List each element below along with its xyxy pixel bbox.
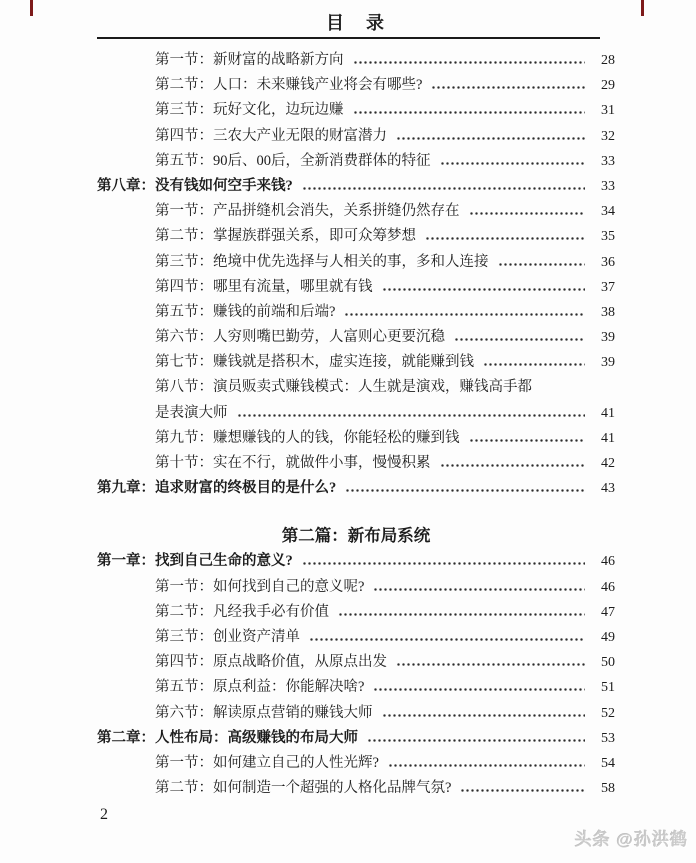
dot-leader <box>483 361 585 368</box>
toc-entry-label: 第四节：三农大产业无限的财富潜力 <box>155 127 387 144</box>
toc-entry <box>97 375 615 400</box>
dot-leader <box>431 84 585 91</box>
toc-entry-page: 28 <box>601 53 615 68</box>
toc-entry-page: 53 <box>601 730 615 746</box>
toc-entry-page: 47 <box>601 604 615 620</box>
toc-entry-page: 38 <box>601 304 615 320</box>
toc-entry-page: 41 <box>601 430 615 446</box>
toc-entry-label: 第一章：找到自己生命的意义? <box>97 553 293 570</box>
dot-leader <box>382 712 586 719</box>
dot-leader <box>367 737 585 744</box>
toc-entry <box>97 275 615 300</box>
toc-entry <box>97 98 615 123</box>
toc-entry <box>97 174 615 199</box>
dot-leader <box>338 611 585 618</box>
dot-leader <box>469 437 586 444</box>
toc-entry-label: 第五节：赚钱的前端和后端? <box>155 303 336 320</box>
toc-entry-page: 50 <box>601 655 615 671</box>
toc-entry-page: 46 <box>601 579 615 595</box>
red-corner-mark-left <box>30 0 33 16</box>
dot-leader <box>469 210 586 217</box>
toc-entry-label: 第二节：凡经我手必有价值 <box>155 603 329 620</box>
red-corner-mark-right <box>641 0 644 16</box>
dot-leader <box>440 160 586 167</box>
dot-leader <box>309 636 585 643</box>
toc-entry <box>97 149 615 174</box>
toc-entry-page: 33 <box>601 178 615 194</box>
dot-leader <box>353 109 586 116</box>
toc-entry-page: 49 <box>601 629 615 645</box>
toc-entry-page: 39 <box>601 330 615 346</box>
toc-entry-label: 第六节：解读原点营销的赚钱大师 <box>155 704 373 721</box>
toc-entry <box>97 751 615 776</box>
toc-entry-label: 第一节：如何找到自己的意义呢? <box>155 578 365 595</box>
toc-entry-page: 29 <box>601 78 615 94</box>
dot-leader <box>302 185 585 192</box>
toc-entry-label: 第四节：原点战略价值，从原点出发 <box>155 654 387 671</box>
toc-entry <box>97 124 615 149</box>
toc-entry <box>97 426 615 451</box>
toc-entry-page: 42 <box>601 456 615 471</box>
dot-leader <box>460 787 585 794</box>
toc-entry-label: 是表演大师 <box>155 404 228 421</box>
toc-entry-label: 第五节：90后、00后，全新消费群体的特征 <box>155 152 431 169</box>
toc-entry-page: 31 <box>601 103 615 119</box>
dot-leader <box>382 286 586 293</box>
dot-leader <box>353 59 586 66</box>
toc-entry-label: 第九节：赚想赚钱的人的钱，你能轻松的赚到钱 <box>155 429 460 446</box>
toc-content <box>97 12 615 801</box>
dot-leader <box>425 235 585 242</box>
toc-entry-page: 33 <box>601 153 615 169</box>
part-heading: 第二篇：新布局系统 <box>281 526 431 546</box>
toc-entry <box>97 300 615 325</box>
dot-leader <box>344 311 585 318</box>
toc-entry-page: 51 <box>601 680 615 696</box>
toc-entry <box>97 476 615 501</box>
toc-entry-page: 32 <box>601 128 615 144</box>
toc-entry-page: 52 <box>601 705 615 721</box>
dot-leader <box>454 336 585 343</box>
toc-entry-page: 37 <box>601 279 615 295</box>
toc-entry <box>97 726 615 751</box>
toc-entry-page: 35 <box>601 229 615 245</box>
toc-entry-page: 36 <box>601 254 615 270</box>
toc-entry-page: 43 <box>601 481 615 497</box>
toc-entry-label: 第二节：如何制造一个超强的人格化品牌气氛? <box>155 780 452 797</box>
toc-entry-page: 46 <box>601 554 615 570</box>
folio-page-number: 2 <box>100 806 108 823</box>
toc-entry <box>97 350 615 375</box>
toc-entry-label: 第八节：演员贩卖式赚钱模式：人生就是演戏，赚钱高手都 <box>155 379 532 396</box>
toc-entry-label: 第八章：没有钱如何空手来钱? <box>97 177 293 194</box>
toc-entry-page: 39 <box>601 355 615 371</box>
dot-leader <box>498 261 586 268</box>
toc-entry <box>97 575 615 600</box>
toc-entry-label: 第一节：如何建立自己的人性光辉? <box>155 754 379 771</box>
dot-leader <box>396 135 585 142</box>
toc-entry-label: 第五节：原点利益：你能解决啥? <box>155 679 365 696</box>
toc-entry <box>97 625 615 650</box>
toc-entry-label: 第七节：赚钱就是搭积木，虚实连接，就能赚到钱 <box>155 354 474 371</box>
dot-leader <box>396 661 585 668</box>
toc-entry <box>97 549 615 574</box>
dot-leader <box>373 686 585 693</box>
toc-entry-label: 第三节：绝境中优先选择与人相关的事，多和人连接 <box>155 253 489 270</box>
toc-entry-label: 第六节：人穷则嘴巴勤劳，人富则心更要沉稳 <box>155 329 445 346</box>
dot-leader <box>440 462 586 469</box>
toc-entry <box>97 199 615 224</box>
toc-entry-label: 第十节：实在不行，就做件小事，慢慢积累 <box>155 455 431 471</box>
toc-entry <box>97 776 615 801</box>
toc-entry <box>97 650 615 675</box>
toc-entry <box>97 675 615 700</box>
watermark-text: 头条 @孙洪鹤 <box>574 830 688 849</box>
toc-entry <box>97 451 615 476</box>
dot-leader <box>373 586 585 593</box>
toc-entry-page: 34 <box>601 204 615 220</box>
toc-entry <box>97 325 615 350</box>
toc-entry-label: 第四节：哪里有流量，哪里就有钱 <box>155 278 373 295</box>
toc-entry-label: 第三节：创业资产清单 <box>155 628 300 645</box>
toc-entry-page: 54 <box>601 755 615 771</box>
toc-entry <box>97 701 615 726</box>
toc-entry <box>97 401 615 426</box>
page-title: 目 录 <box>326 13 386 33</box>
toc-entry-label: 第二章：人性布局：高级赚钱的布局大师 <box>97 729 358 746</box>
toc-entry <box>97 73 615 98</box>
toc-entry-label: 第九章：追求财富的终极目的是什么? <box>97 480 337 497</box>
dot-leader <box>302 560 585 567</box>
toc-entry-label: 第一节：产品拼缝机会消失，关系拼缝仍然存在 <box>155 203 460 220</box>
toc-entry-label: 第二节：掌握族群强关系，即可众筹梦想 <box>155 228 416 245</box>
toc-entry <box>97 250 615 275</box>
dot-leader <box>237 412 586 419</box>
toc-entry <box>97 48 615 73</box>
toc-entry <box>97 224 615 249</box>
toc-entry-page: 41 <box>601 405 615 421</box>
toc-entry-page: 58 <box>601 781 615 797</box>
toc-entry-label: 第一节：新财富的战略新方向 <box>155 52 344 68</box>
toc-entry <box>97 600 615 625</box>
toc-entry-label: 第二节：人口：未来赚钱产业将会有哪些? <box>155 77 423 94</box>
toc-entry-label: 第三节：玩好文化，边玩边赚 <box>155 102 344 119</box>
toc-list <box>97 48 615 801</box>
dot-leader <box>388 762 585 769</box>
title-divider <box>97 37 600 39</box>
dot-leader <box>345 487 585 494</box>
